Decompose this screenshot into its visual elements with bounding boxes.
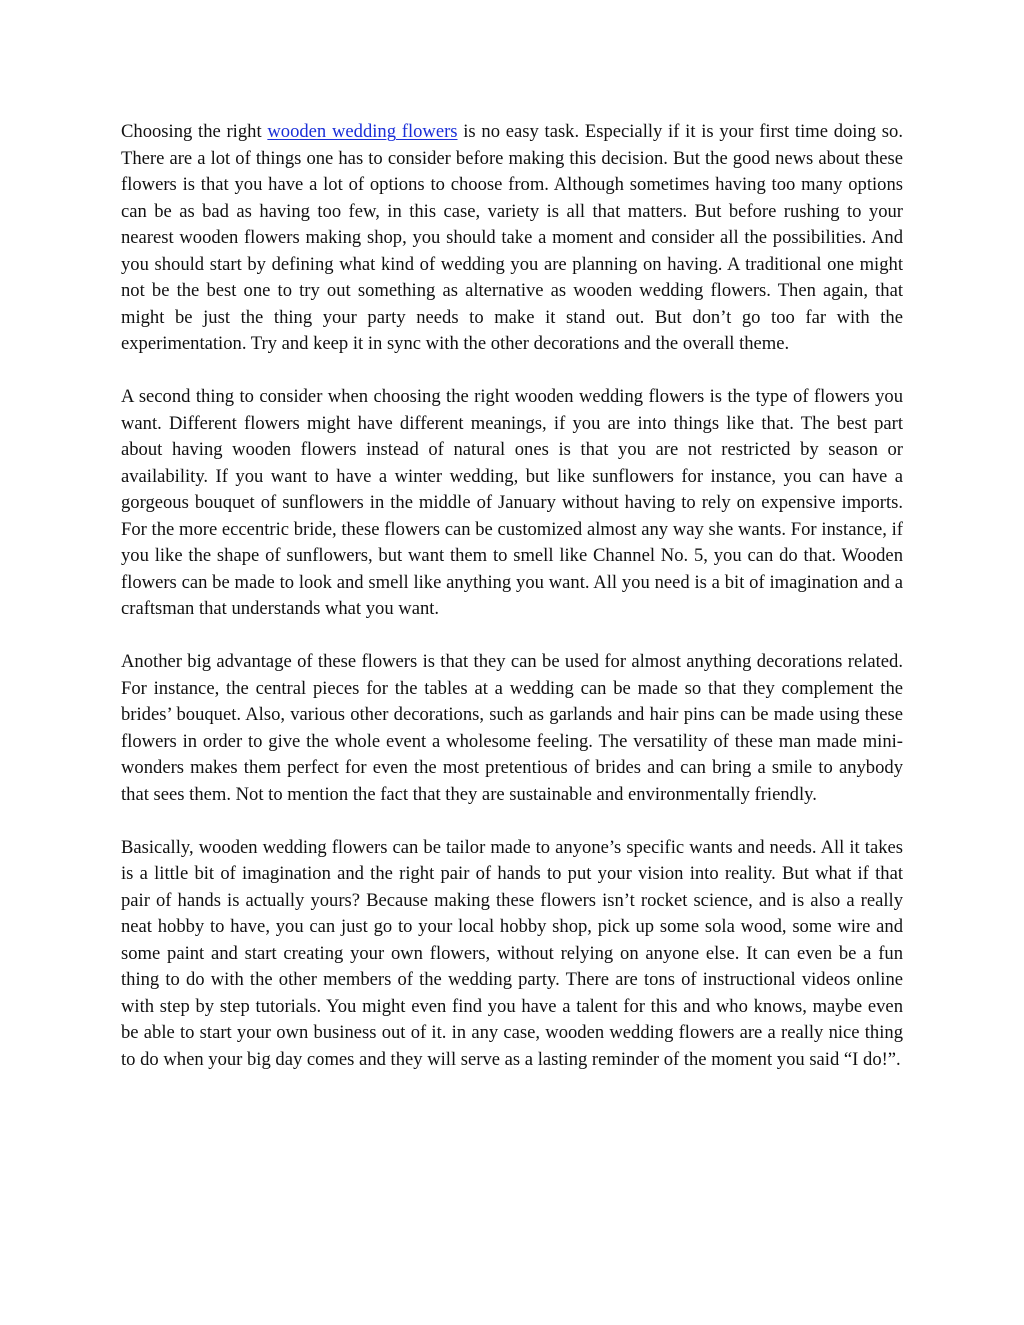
- paragraph-1-body: is no easy task. Especially if it is your first time doing so. There are a lot of things one has to consider before making this decision. But the good news about these flowers is that you have a lot of options to choose from. Although sometimes having too many options can be as bad as having too few, in this case, variety is all that matters. But before rushing to your nearest wooden flowers making shop, you should take a moment and consider all the possibilities. And you should start by defining what kind of wedding you are planning on having. A traditional one might not be the best one to try out something as alternative as wooden wedding flowers. Then again, that might be just the thing your party needs to make it stand out. But don’t go too far with the experimentation. Try and keep it in sync with the other decorations and the overall theme.: [121, 121, 903, 354]
- paragraph-4: Basically, wooden wedding flowers can be tailor made to anyone’s specific wants and needs. All it takes is a little bit of imagination and the right pair of hands to put your vision into reality. But what if that pair of hands is actually yours? Because making these flowers isn’t rocket science, and is also a really neat hobby to have, you can just go to your local hobby shop, pick up some sola wood, some wire and some paint and start creating your own flowers, without relying on anyone else. It can even be a fun thing to do with the other members of the wedding party. There are tons of instructional videos online with step by step tutorials. You might even find you have a talent for this and who knows, maybe even be able to start your own business out of it. in any case, wooden wedding flowers are a really nice thing to do when your big day comes and they will serve as a lasting reminder of the moment you said “I do!”.: [121, 836, 903, 1070]
- paragraph-1: [121, 119, 903, 358]
- document-body: [121, 119, 903, 1100]
- wooden-wedding-flowers-link[interactable]: wooden wedding flowers: [267, 121, 458, 142]
- paragraph-2: A second thing to consider when choosing the right wooden wedding flowers is the type of flowers you want. Different flowers might have different meanings, if you are into things like that. The best part about having wooden flowers instead of natural ones is that you are not restricted by season or availability. If you want to have a winter wedding, but like sunflowers for instance, you can have a gorgeous bouquet of sunflowers in the middle of January without having to rely on expensive imports. For the more eccentric bride, these flowers can be customized almost any way she wants. For instance, if you like the shape of sunflowers, but want them to smell like Channel No. 5, you can do that. Wooden flowers can be made to look and smell like anything you want. All you need is a bit of imagination and a craftsman that understands what you want.: [121, 386, 903, 619]
- paragraph-3: Another big advantage of these flowers is that they can be used for almost anything decorations related. For instance, the central pieces for the tables at a wedding can be made so that they complement the brides’ bouquet. Also, various other decorations, such as garlands and hair pins can be made using these flowers in order to give the whole event a wholesome feeling. The versatility of these man made mini-wonders makes them perfect for even the most pretentious of brides and can bring a smile to anybody that sees them. Not to mention the fact that they are sustainable and environmentally friendly.: [121, 651, 903, 805]
- paragraph-1-intro: Choosing the right: [121, 121, 268, 142]
